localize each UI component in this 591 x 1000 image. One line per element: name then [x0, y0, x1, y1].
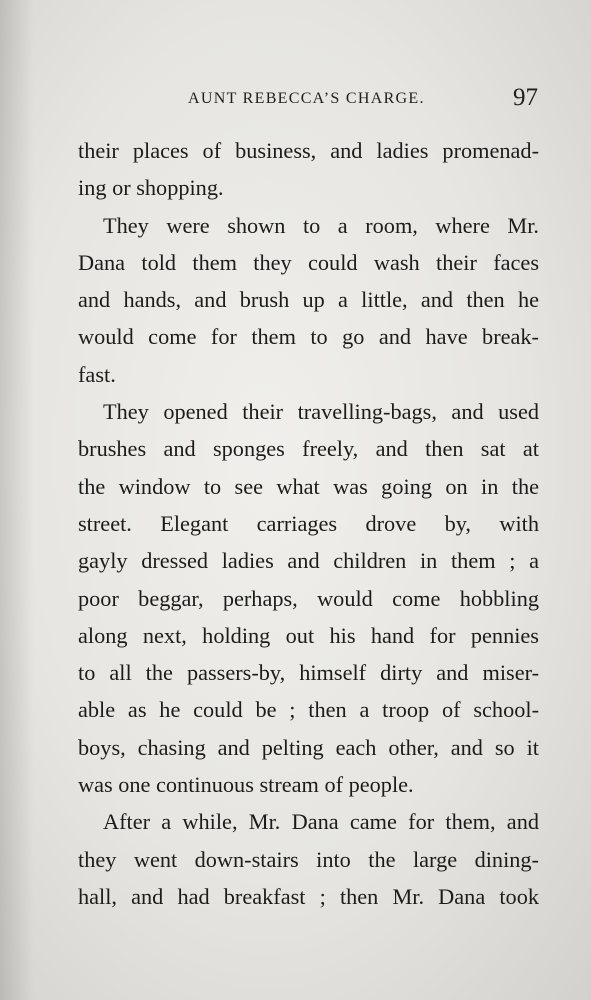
text-line: ing or shopping. [78, 175, 224, 201]
page-number: 97 [513, 84, 538, 111]
text-line: After a while, Mr. Dana came for them, and [103, 809, 539, 835]
text-line: poor beggar, perhaps, would come hobbling [78, 585, 539, 611]
text-line: the window to see what was going on in the [78, 473, 539, 499]
text-line: and hands, and brush up a little, and then he [78, 287, 539, 313]
running-head [78, 86, 540, 116]
text-line: able as he could be ; then a troop of school- [78, 697, 539, 723]
text-line: along next, holding out his hand for pennies [78, 622, 539, 648]
text-line: to all the passers-by, himself dirty and miser- [78, 660, 539, 686]
body-text [78, 132, 539, 915]
text-line: They opened their travelling-bags, and used [103, 399, 539, 425]
text-line: They were shown to a room, where Mr. [103, 212, 539, 238]
text-line: they went down-stairs into the large dining- [78, 846, 539, 872]
text-line: their places of business, and ladies promenad- [78, 138, 539, 163]
text-line: street. Elegant carriages drove by, with [78, 510, 539, 536]
text-line: would come for them to go and have break- [78, 324, 539, 350]
text-line: boys, chasing and pelting each other, and so it [78, 734, 539, 760]
text-line: gayly dressed ladies and children in them ; a [78, 548, 539, 574]
text-line: fast. [78, 361, 116, 387]
spine-shadow [0, 0, 34, 1000]
running-title: AUNT REBECCA’S CHARGE. [188, 90, 425, 107]
text-line: Dana told them they could wash their faces [78, 249, 539, 275]
text-line: brushes and sponges freely, and then sat at [78, 436, 539, 462]
text-line: hall, and had breakfast ; then Mr. Dana took [78, 883, 539, 909]
text-line: was one continuous stream of people. [78, 772, 414, 798]
